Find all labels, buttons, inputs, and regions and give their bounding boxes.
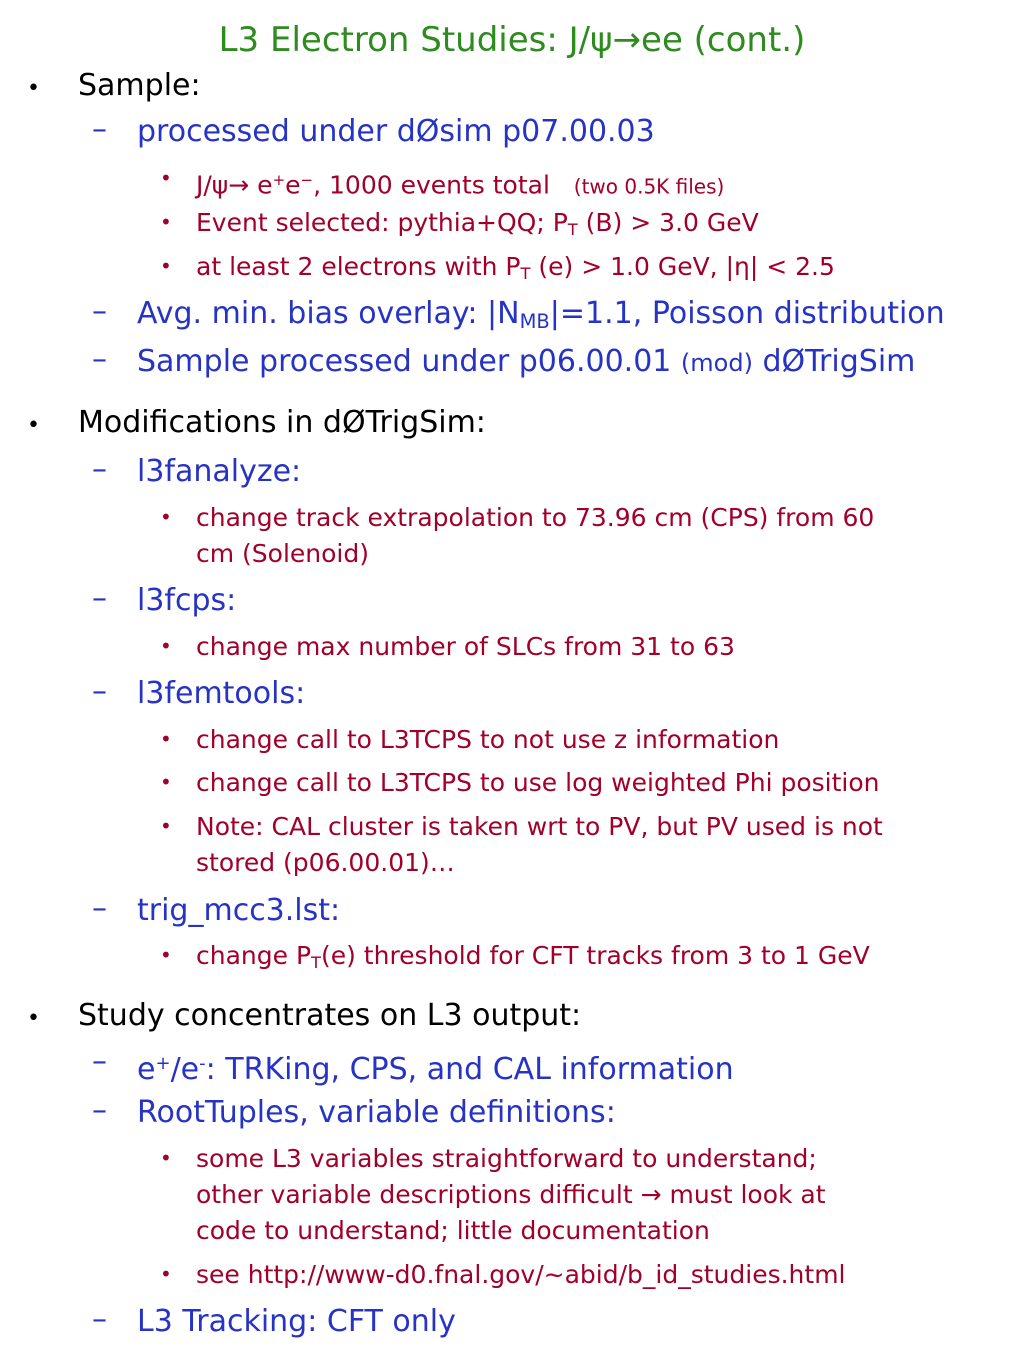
bullet-level1: •: [27, 76, 40, 101]
jpsi-sup-minus: −: [300, 171, 314, 189]
event-text-a: Event selected: pythia+QQ; P: [196, 208, 568, 237]
avg-text-a: Avg. min. bias overlay: |N: [137, 296, 520, 331]
sample-processed-line: [137, 342, 915, 383]
some-variables-line1: some L3 variables straightforward to understand;: [196, 1144, 817, 1173]
trig-mcc3-label: trig_mcc3.lst:: [137, 893, 341, 928]
some-variables-line2: other variable descriptions difficult → must look at: [196, 1180, 826, 1209]
note-line1: Note: CAL cluster is taken wrt to PV, but PV used is not: [196, 812, 883, 841]
see-url-line: see http://www-d0.fnal.gov/~abid/b_id_studies.html: [196, 1260, 846, 1289]
dash-bullet: –: [92, 294, 107, 329]
bullet-level3: •: [160, 943, 172, 967]
bullet-level3: •: [160, 814, 172, 838]
thresh-sub-t: T: [311, 953, 321, 973]
ee-info-line: [137, 1044, 734, 1090]
thresh-text-b: (e) threshold for CFT tracks from 3 to 1 GeV: [320, 941, 870, 970]
bullet-level1: •: [27, 413, 40, 438]
note-line2: stored (p06.00.01)…: [196, 848, 455, 877]
call-log-line: change call to L3TCPS to use log weighted Phi position: [196, 768, 880, 797]
call-z-line: change call to L3TCPS to not use z information: [196, 725, 780, 754]
jpsi-text-c: , 1000 events total: [313, 170, 550, 200]
dash-bullet: –: [92, 581, 107, 616]
ee-sup-minus: -: [199, 1053, 206, 1074]
event-sub-t: T: [567, 220, 578, 240]
modifications-heading: Modifications in dØTrigSim:: [78, 405, 486, 440]
bullet-level3: •: [160, 254, 172, 278]
dash-bullet: –: [92, 674, 107, 709]
sample-heading: Sample:: [78, 68, 201, 103]
l3fcps-label: l3fcps:: [137, 583, 237, 618]
dash-bullet: –: [92, 1093, 107, 1128]
proc2-mod: (mod): [680, 349, 753, 377]
dash-bullet: –: [92, 891, 107, 926]
jpsi-text-a: J/ψ→ e: [196, 170, 273, 200]
some-variables-line3: code to understand; little documentation: [196, 1216, 710, 1245]
processed-dosim: processed under dØsim p07.00.03: [137, 114, 655, 149]
jpsi-text-b: e: [285, 170, 301, 200]
bullet-level3: •: [160, 770, 172, 794]
dash-bullet: –: [92, 1302, 107, 1337]
avg-text-b: |=1.1, Poisson distribution: [549, 296, 945, 331]
ee-sup-plus: +: [155, 1053, 171, 1074]
track-extrapolation-line1: change track extrapolation to 73.96 cm (CPS) from 60: [196, 503, 875, 532]
dash-bullet: –: [92, 342, 107, 377]
dash-bullet: –: [92, 452, 107, 487]
threshold-line: [196, 938, 870, 981]
at-least-two-line: [196, 249, 835, 292]
bullet-level3: •: [160, 634, 172, 658]
thresh-text-a: change P: [196, 941, 312, 970]
proc2-text-a: Sample processed under p06.00.01: [137, 344, 681, 379]
l3-tracking-line: L3 Tracking: CFT only: [137, 1304, 456, 1339]
avg-min-bias-line: [137, 294, 945, 342]
bullet-level3: •: [160, 166, 172, 190]
least-text-b: (e) > 1.0 GeV, |η| < 2.5: [530, 252, 835, 281]
bullet-level3: •: [160, 1146, 172, 1170]
roottuples-label: RootTuples, variable definitions:: [137, 1095, 616, 1130]
dash-bullet: –: [92, 112, 107, 147]
least-text-a: at least 2 electrons with P: [196, 252, 521, 281]
study-heading: Study concentrates on L3 output:: [78, 998, 582, 1033]
ee-text-a: e: [137, 1051, 156, 1087]
l3fanalyze-label: l3fanalyze:: [137, 454, 302, 489]
jpsi-sup-plus: +: [272, 171, 286, 189]
track-extrapolation-line2: cm (Solenoid): [196, 539, 369, 568]
bullet-level3: •: [160, 210, 172, 234]
slcs-line: change max number of SLCs from 31 to 63: [196, 632, 735, 661]
avg-sub-mb: MB: [519, 309, 550, 333]
jpsi-files-note: (two 0.5K files): [573, 174, 725, 199]
ee-text-c: : TRKing, CPS, and CAL information: [205, 1051, 734, 1087]
jpsi-events-line: [196, 162, 724, 204]
ee-text-b: /e: [170, 1051, 200, 1087]
dash-bullet: –: [92, 1044, 107, 1079]
event-text-b: (B) > 3.0 GeV: [577, 208, 759, 237]
least-sub-t: T: [520, 264, 531, 284]
event-selected-line: [196, 205, 759, 248]
slide-title: L3 Electron Studies: J/ψ→ee (cont.): [218, 20, 806, 60]
bullet-level3: •: [160, 1262, 172, 1286]
bullet-level3: •: [160, 505, 172, 529]
proc2-text-b: dØTrigSim: [752, 344, 916, 379]
l3femtools-label: l3femtools:: [137, 676, 306, 711]
bullet-level3: •: [160, 727, 172, 751]
bullet-level1: •: [27, 1006, 40, 1031]
